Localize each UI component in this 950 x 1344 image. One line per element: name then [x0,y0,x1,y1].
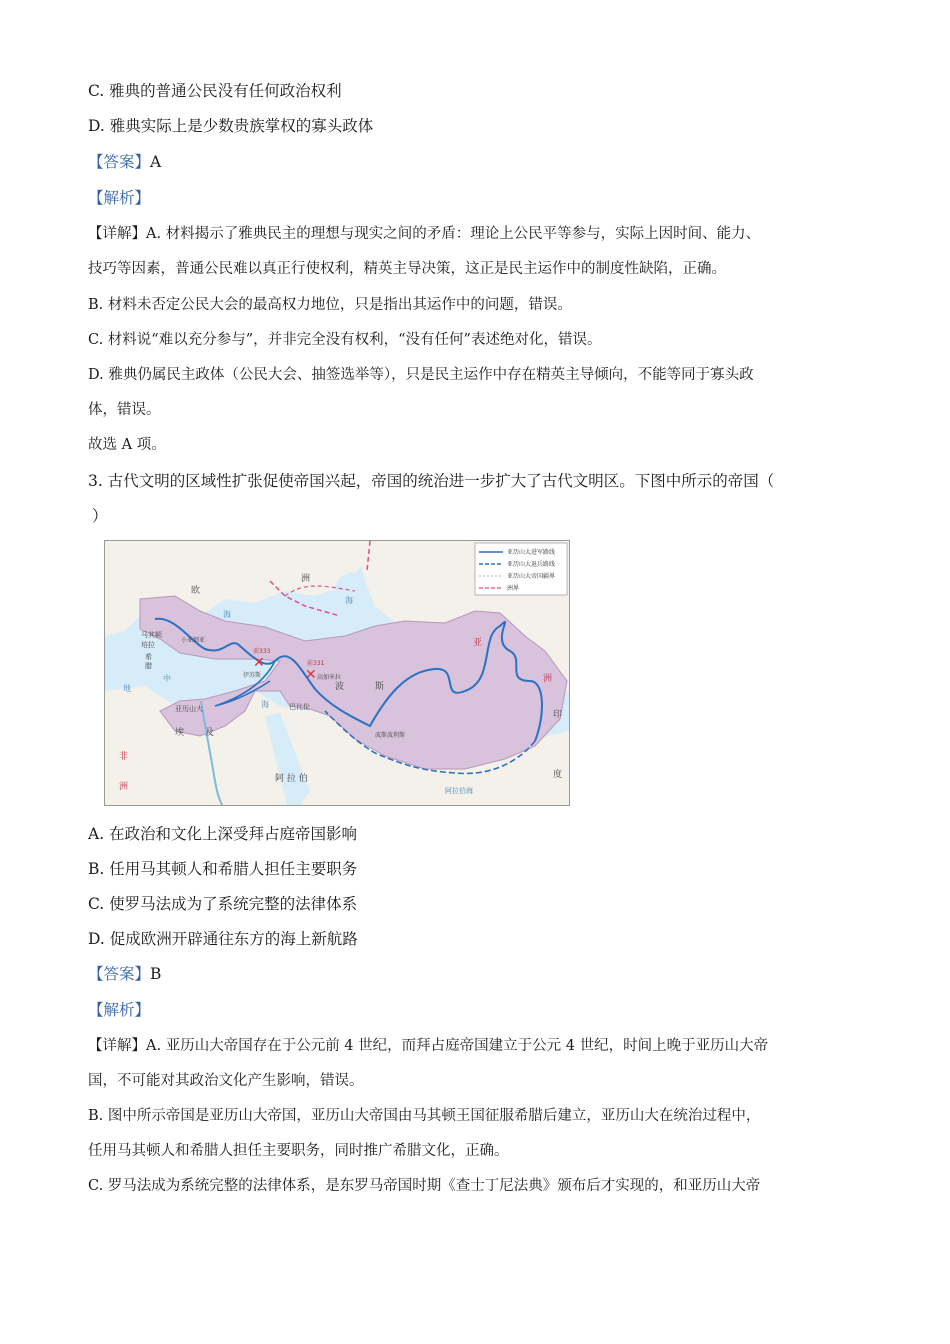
q3-detail-b-2: 任用马其顿人和希腊人担任主要职务，同时推广希腊文化，正确。 [88,1143,509,1159]
label-gaugamela: 高加米拉 [317,674,342,681]
q2-detail-b: B. 材料未否定公民大会的最高权力地位，只是指出其运作中的问题，错误。 [88,297,572,313]
q3-option-a: A. 在政治和文化上深受拜占庭帝国影响 [88,825,358,843]
detail-tag: 【详解】 [88,1038,146,1054]
label-persepolis: 波斯波利斯 [375,732,406,739]
q2-detail-d-1: D. 雅典仍属民主政体（公民大会、抽签选举等），只是民主运作中存在精英主导倾向，不能等同于寡头政 [88,367,754,383]
label-sea-3: 海 [345,596,353,605]
q2-detail-d-2: 体，错误。 [88,402,161,418]
q3-detail-c-1: C. 罗马法成为系统完整的法律体系，是东罗马帝国时期《查士丁尼法典》颁布后才实现的，和亚历山大帝 [88,1178,761,1194]
label-alexandria: 亚历山大 [175,705,203,713]
q3-stem-2: ） [92,507,108,525]
q2-detail-a-2: 技巧等因素，普通公民难以真正行使权利，精英主导决策，这正是民主运作中的制度性缺陷，正确。 [88,261,726,277]
label-sea-4: 地 [123,684,131,693]
label-greece-2: 腊 [145,662,152,670]
legend-continent: 洲界 [507,585,520,592]
label-india-1: 印 [553,710,563,720]
detail-tag: 【详解】 [88,226,146,242]
alexander-empire-map [104,540,570,806]
detail-text: A. 材料揭示了雅典民主的理想与现实之间的矛盾：理论上公民平等参与，实际上因时间、能力、 [146,226,761,242]
label-sea-1: 海 [223,610,231,619]
label-issus-year: 前333 [253,648,271,655]
answer-tag: 【答案】 [88,965,151,983]
q2-analysis-tag: 【解析】 [88,189,151,207]
legend-march: 亚历山大进军路线 [507,549,556,556]
label-babylon: 巴比伦 [289,703,310,711]
q3-detail-a-1 [88,1036,768,1056]
label-india-2: 度 [553,770,563,780]
detail-text: A. 亚历山大帝国存在于公元前 4 世纪，而拜占庭帝国建立于公元 4 世纪，时间上晚于亚历山大帝 [146,1038,769,1054]
label-macedon: 马其顿 [141,631,162,639]
battle-gaugamela-marker: ✕ [305,667,317,683]
label-europe-1: 欧 [191,586,201,596]
label-asia-minor: 小亚细亚 [181,637,206,644]
q3-answer [88,964,161,984]
label-greece-1: 希 [145,653,152,661]
q3-analysis-tag: 【解析】 [88,1001,151,1019]
label-asia-1: 亚 [473,638,483,648]
label-gaugamela-year: 前331 [307,660,325,667]
q2-detail-c: C. 材料说“难以充分参与”，并非完全没有权利，“没有任何”表述绝对化，错误。 [88,332,602,348]
q3-detail-b-1: B. 图中所示帝国是亚历山大帝国，亚历山大帝国由马其顿王国征服希腊后建立，亚历山大在统治过程中， [88,1108,761,1124]
label-europe-2: 洲 [301,574,311,584]
q3-option-c: C. 使罗马法成为了系统完整的法律体系 [88,895,358,913]
label-egypt-2: 及 [205,728,215,738]
label-africa-1: 非 [119,752,129,762]
q3-option-b: B. 任用马其顿人和希腊人担任主要职务 [88,860,358,878]
q3-detail-a-2: 国，不可能对其政治文化产生影响，错误。 [88,1073,364,1089]
label-arabia: 阿 拉 伯 [275,774,308,784]
q2-option-d: D. 雅典实际上是少数贵族掌权的寡头政体 [88,117,374,135]
q2-conclusion: 故选 A 项。 [88,437,166,453]
label-persia-2: 斯 [375,682,385,692]
q3-stem-1: 3. 古代文明的区域性扩张促使帝国兴起，帝国的统治进一步扩大了古代文明区。下图中所示的帝国（ [88,472,775,490]
answer-value: A [150,153,162,171]
q2-option-c: C. 雅典的普通公民没有任何政治权利 [88,82,342,100]
legend-boundary: 亚历山大帝国疆界 [507,573,556,580]
q2-detail-a-1 [88,224,760,244]
legend-retreat: 亚历山大退兵路线 [507,561,556,568]
label-arabian-sea: 阿拉伯海 [445,787,473,795]
label-issus: 伊苏斯 [243,672,262,679]
label-sea-5: 中 [163,674,171,683]
label-sea-2: 海 [261,700,269,709]
battle-issus-marker: ✕ [253,655,265,671]
label-pella: 培拉 [141,641,155,649]
q3-option-d: D. 促成欧洲开辟通往东方的海上新航路 [88,930,358,948]
label-persia-1: 波 [335,682,345,692]
label-africa-2: 洲 [119,782,129,792]
answer-tag: 【答案】 [88,153,151,171]
label-egypt-1: 埃 [175,728,185,738]
answer-value: B [150,965,162,983]
label-asia-2: 洲 [543,674,553,684]
q2-answer [88,152,161,172]
